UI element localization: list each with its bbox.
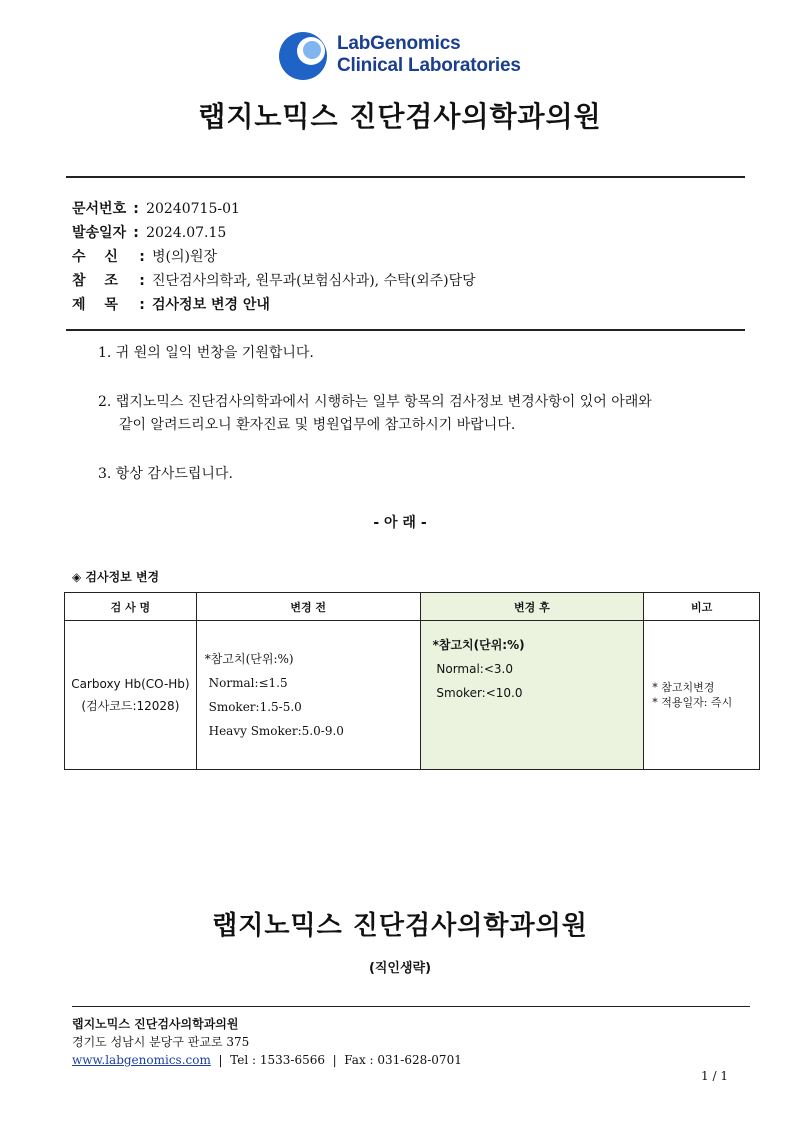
footer-address: 경기도 성남시 분당구 판교로 375 xyxy=(72,1035,250,1049)
recipient-value: 병(의)원장 xyxy=(152,249,218,265)
send-date-value: 2024.07.15 xyxy=(146,225,227,241)
footer-contact: | Tel : 1533-6566 | Fax : 031-628-0701 xyxy=(210,1053,462,1067)
test-code: (검사코드:12028) xyxy=(81,699,180,713)
before-normal: Normal:≤1.5 xyxy=(204,676,288,690)
org-title: 랩지노믹스 진단검사의학과의원 xyxy=(198,100,602,133)
colon: : xyxy=(139,249,145,265)
paragraph-2-line-1: 2. 랩지노믹스 진단검사의학과에서 시행하는 일부 항목의 검사정보 변경사항이 있어 아래와 xyxy=(98,394,652,410)
header-send-date xyxy=(72,224,226,242)
table-header-row xyxy=(65,593,760,621)
footer-title: 랩지노믹스 진단검사의학과의원 xyxy=(212,911,588,941)
colon: : xyxy=(139,297,145,313)
subject-label: 제 목 xyxy=(72,297,118,313)
logo-line-2: Clinical Laboratories xyxy=(337,55,521,76)
footer-org: 랩지노믹스 진단검사의학과의원 xyxy=(72,1017,239,1031)
paragraph-1: 1. 귀 원의 일익 번창을 기원합니다. xyxy=(98,345,314,361)
note-cell xyxy=(644,621,760,770)
note-line-2: * 적용일자: 즉시 xyxy=(652,696,733,709)
website-link[interactable]: www.labgenomics.com xyxy=(72,1053,211,1067)
before-smoker: Smoker:1.5-5.0 xyxy=(204,700,302,714)
section-title: ◈ 검사정보 변경 xyxy=(72,570,160,584)
doc-number-label: 문서번호 xyxy=(72,201,127,217)
company-logo xyxy=(278,30,548,82)
after-ref-title: *참고치(단위:%) xyxy=(432,638,525,652)
below-label: - 아 래 - xyxy=(373,515,427,531)
header-after: 변경 후 xyxy=(420,593,644,621)
test-info-table xyxy=(64,592,760,770)
paragraph-3: 3. 항상 감사드립니다. xyxy=(98,466,233,482)
before-ref-title: *참고치(단위:%) xyxy=(204,652,294,666)
after-normal: Normal:<3.0 xyxy=(432,662,513,676)
footer-divider xyxy=(72,1006,750,1007)
colon: : xyxy=(139,273,145,289)
colon: : xyxy=(133,225,139,241)
header-reference xyxy=(72,272,476,290)
paragraph-2-line-2: 같이 알려드리오니 환자진료 및 병원업무에 참고하시기 바랍니다. xyxy=(119,417,516,433)
reference-value: 진단검사의학과, 원무과(보험심사과), 수탁(외주)담당 xyxy=(152,273,476,289)
after-smoker: Smoker:<10.0 xyxy=(432,686,523,700)
header-before: 변경 전 xyxy=(196,593,420,621)
seal-omitted: (직인생략) xyxy=(368,961,432,976)
send-date-label: 발송일자 xyxy=(72,225,127,241)
recipient-label: 수 신 xyxy=(72,249,118,265)
colon: : xyxy=(133,201,139,217)
test-name: Carboxy Hb(CO-Hb) xyxy=(71,677,190,691)
header-note: 비고 xyxy=(644,593,760,621)
header-test-name: 검 사 명 xyxy=(65,593,197,621)
note-line-1: * 참고치변경 xyxy=(652,681,715,694)
logo-line-1: LabGenomics xyxy=(337,33,461,54)
table-row xyxy=(65,621,760,770)
header-subject xyxy=(72,296,270,314)
test-name-cell xyxy=(65,621,197,770)
doc-number-value: 20240715-01 xyxy=(146,201,240,217)
before-heavy-smoker: Heavy Smoker:5.0-9.0 xyxy=(204,724,344,738)
header-doc-number xyxy=(72,200,240,218)
logo-mark-icon xyxy=(278,31,328,81)
page-number: 1 / 1 xyxy=(701,1069,728,1083)
header-divider xyxy=(66,329,745,331)
after-cell xyxy=(420,621,644,770)
reference-label: 참 조 xyxy=(72,273,118,289)
subject-value: 검사정보 변경 안내 xyxy=(152,297,270,313)
top-divider xyxy=(66,176,745,178)
footer-contact-line xyxy=(72,1051,462,1070)
before-cell xyxy=(196,621,420,770)
header-recipient xyxy=(72,248,217,266)
logo-text xyxy=(337,33,521,77)
